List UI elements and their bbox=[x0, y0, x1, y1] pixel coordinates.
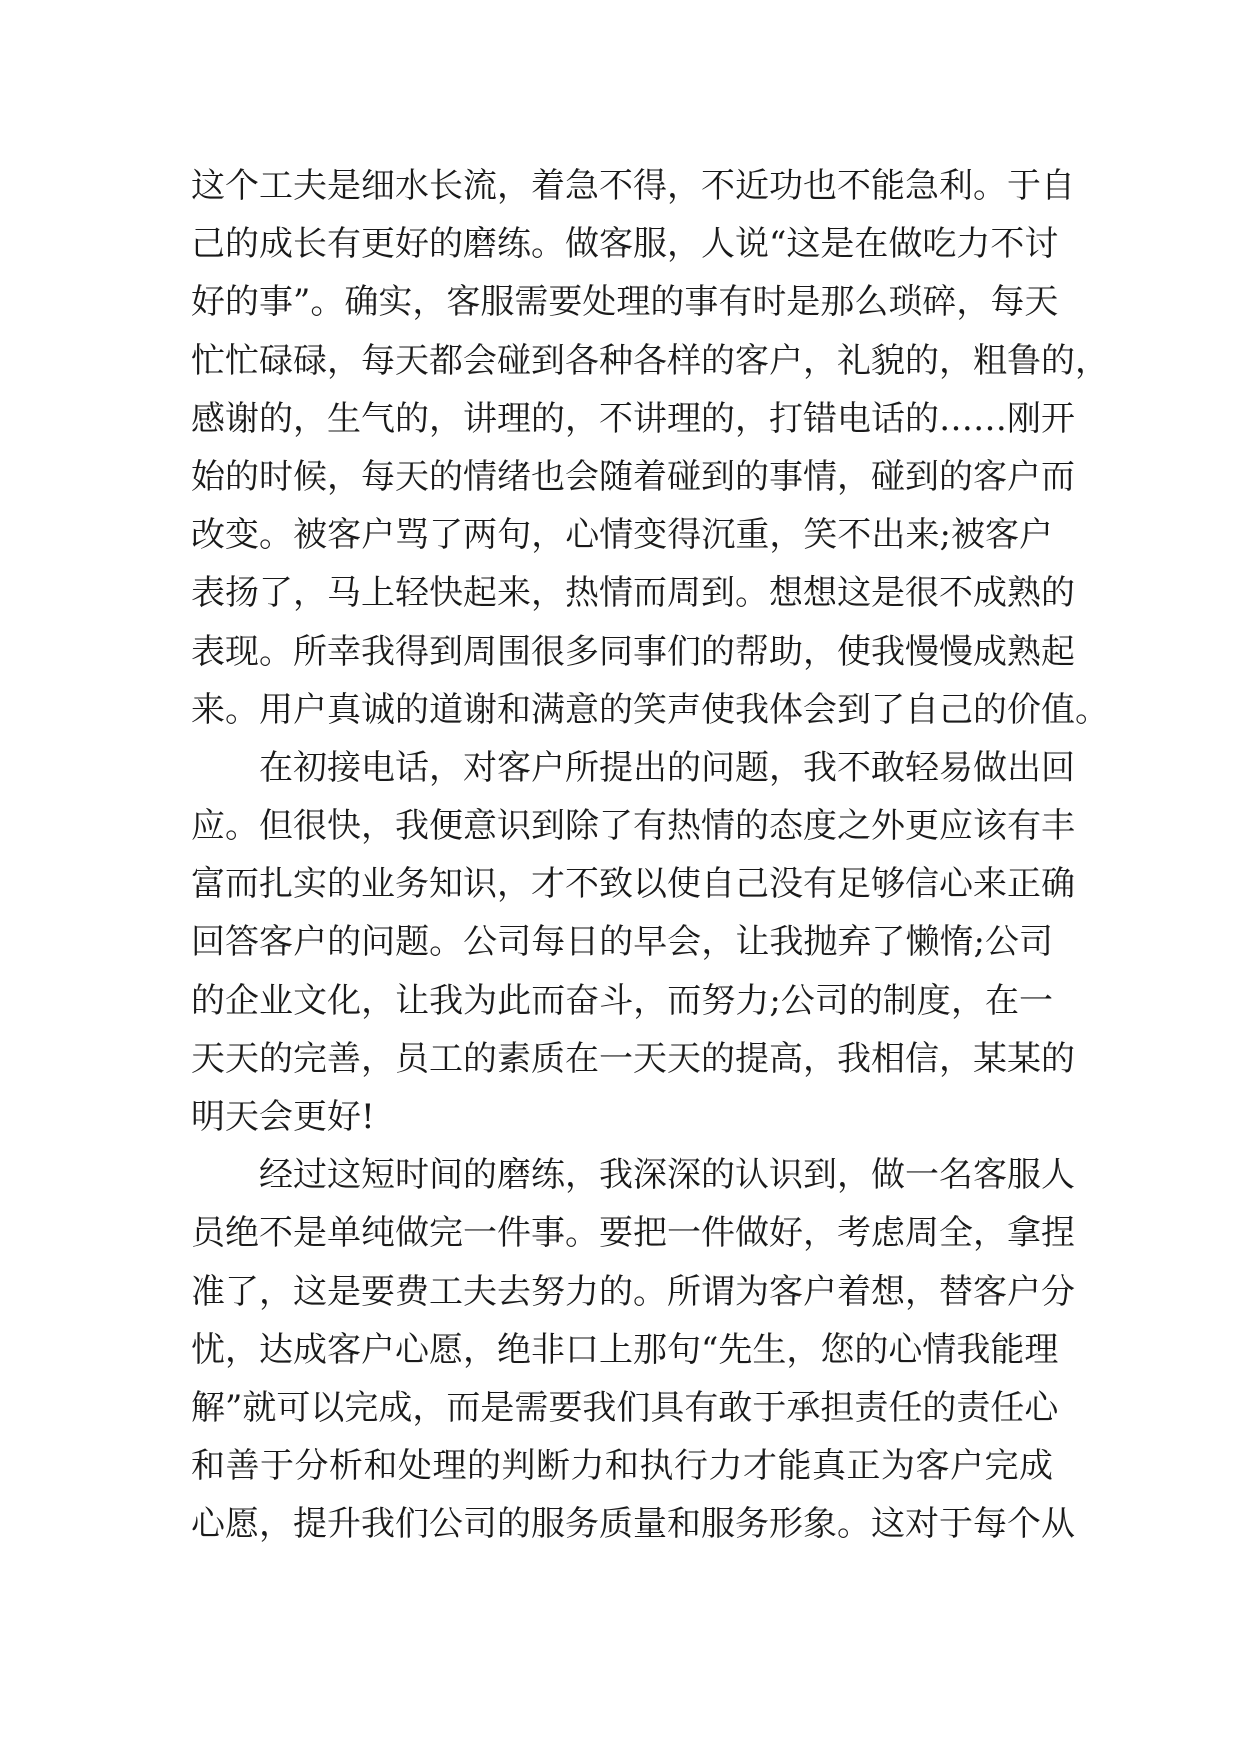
text-line: 表现。所幸我得到周围很多同事们的帮助，使我慢慢成熟起 bbox=[191, 631, 1075, 672]
text-line: 好的事”。确实，客服需要处理的事有时是那么琐碎，每天 bbox=[191, 282, 1059, 323]
paragraph-first-line: 经过这短时间的磨练，我深深的认识到，做一名客服人 bbox=[191, 1155, 1075, 1196]
text-line: 来。用户真诚的道谢和满意的笑声使我体会到了自己的价值。 bbox=[191, 689, 1109, 730]
text-line: 表扬了，马上轻快起来，热情而周到。想想这是很不成熟的 bbox=[191, 573, 1075, 614]
text-line: 己的成长有更好的磨练。做客服，人说“这是在做吃力不讨 bbox=[191, 224, 1059, 265]
text-line: 天天的完善，员工的素质在一天天的提高，我相信，某某的 bbox=[191, 1038, 1075, 1079]
text-line: 忙忙碌碌，每天都会碰到各种各样的客户，礼貌的，粗鲁的， bbox=[191, 340, 1109, 381]
text-line: 解”就可以完成，而是需要我们具有敢于承担责任的责任心 bbox=[191, 1387, 1059, 1428]
text-line: 应。但很快，我便意识到除了有热情的态度之外更应该有丰 bbox=[191, 806, 1075, 847]
text-line: 准了，这是要费工夫去努力的。所谓为客户着想，替客户分 bbox=[191, 1271, 1075, 1312]
paragraph-first-line: 在初接电话，对客户所提出的问题，我不敢轻易做出回 bbox=[191, 747, 1075, 788]
body-text bbox=[191, 157, 1109, 1554]
text-line: 忧，达成客户心愿，绝非口上那句“先生，您的心情我能理 bbox=[191, 1329, 1059, 1370]
text-line: 员绝不是单纯做完一件事。要把一件做好，考虑周全，拿捏 bbox=[191, 1213, 1075, 1254]
text-line: 富而扎实的业务知识，才不致以使自己没有足够信心来正确 bbox=[191, 864, 1075, 905]
text-line: 感谢的，生气的，讲理的，不讲理的，打错电话的……刚开 bbox=[191, 398, 1075, 439]
text-line: 心愿，提升我们公司的服务质量和服务形象。这对于每个从 bbox=[191, 1504, 1075, 1545]
text-line: 和善于分析和处理的判断力和执行力才能真正为客户完成 bbox=[191, 1446, 1053, 1487]
text-line: 改变。被客户骂了两句，心情变得沉重，笑不出来;被客户 bbox=[191, 515, 1054, 556]
text-line: 回答客户的问题。公司每日的早会，让我抛弃了懒惰;公司 bbox=[191, 922, 1054, 963]
text-line: 这个工夫是细水长流，着急不得，不近功也不能急利。于自 bbox=[191, 166, 1075, 206]
text-line: 的企业文化，让我为此而奋斗，而努力;公司的制度，在一 bbox=[191, 980, 1053, 1021]
text-line: 始的时候，每天的情绪也会随着碰到的事情，碰到的客户而 bbox=[191, 456, 1075, 497]
text-line: 明天会更好! bbox=[191, 1097, 375, 1137]
